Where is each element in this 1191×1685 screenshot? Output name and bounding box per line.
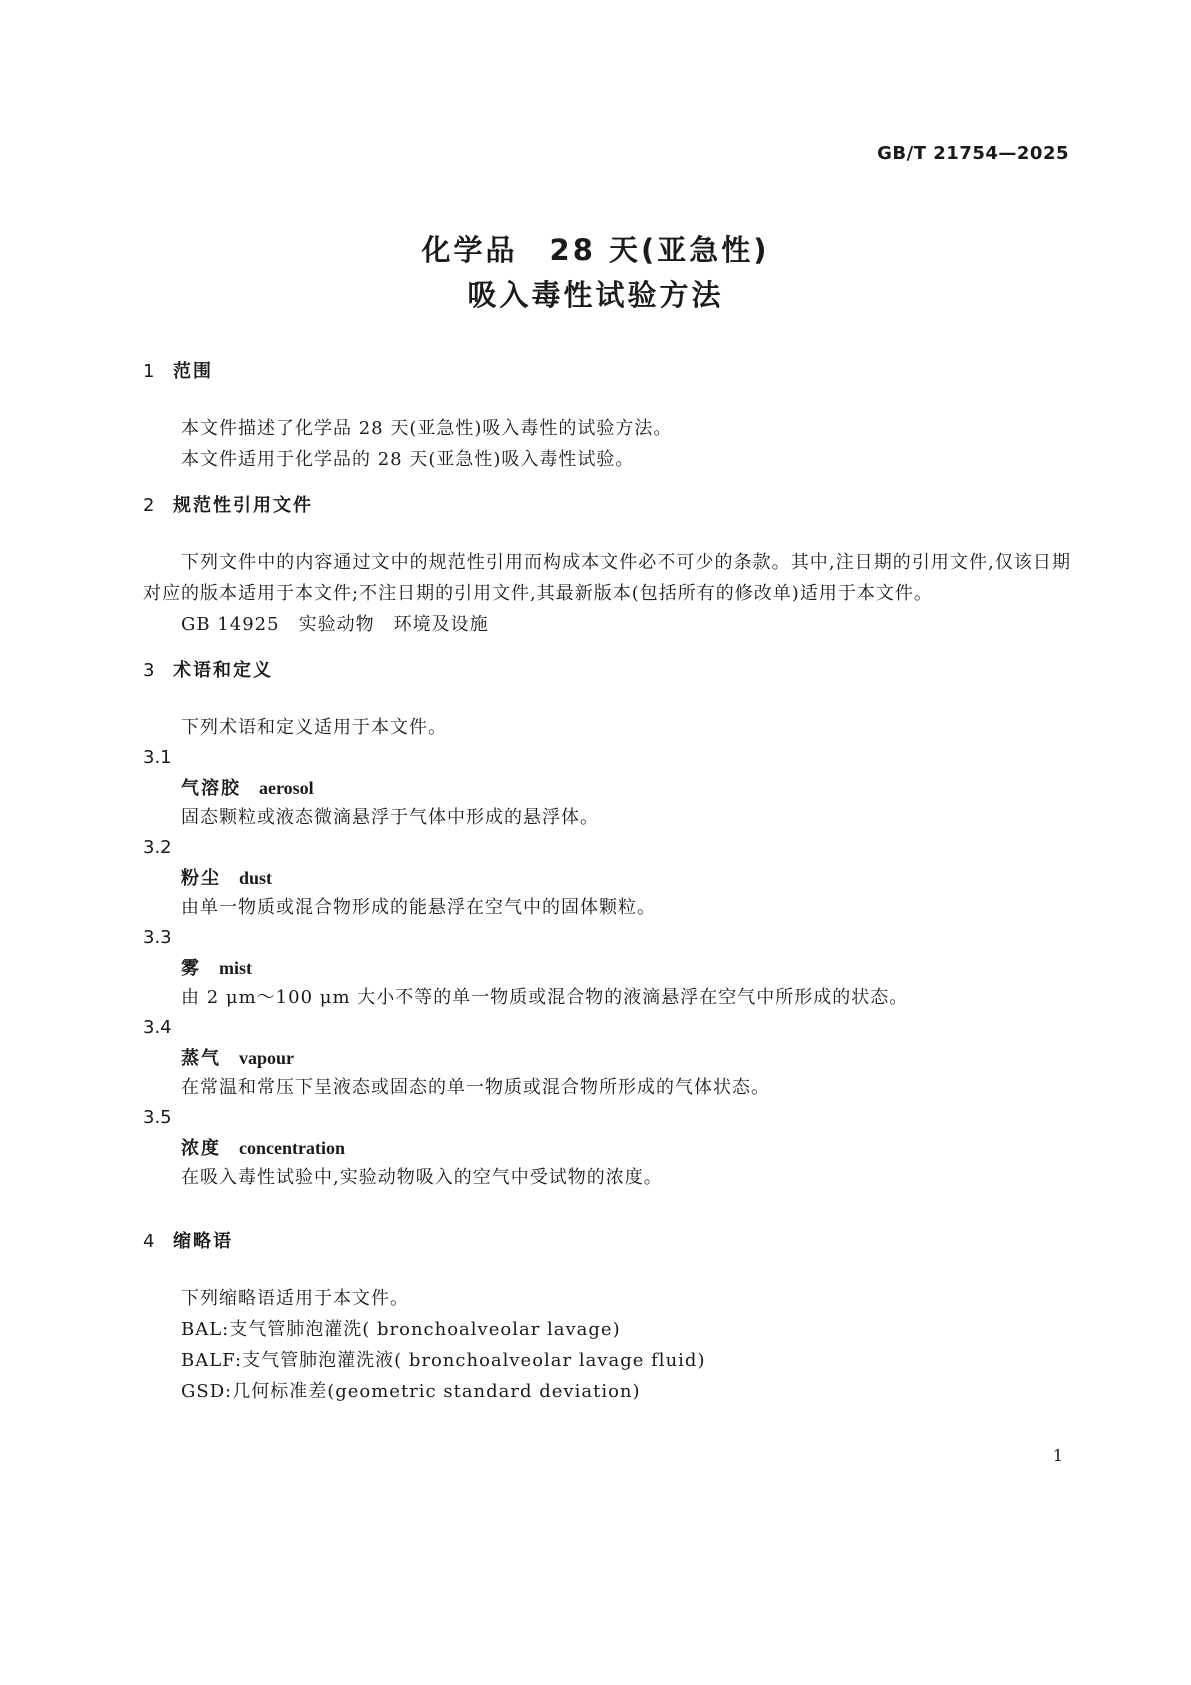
term-number: 3.1 bbox=[143, 747, 172, 768]
section-heading-scope bbox=[143, 357, 1071, 387]
term-definition: 固态颗粒或液态微滴悬浮于气体中形成的悬浮体。 bbox=[181, 807, 599, 828]
term-number: 3.5 bbox=[143, 1107, 172, 1128]
section-number: 2 bbox=[143, 495, 157, 516]
term-number: 3.3 bbox=[143, 927, 172, 948]
section-number: 1 bbox=[143, 361, 157, 382]
section-number: 3 bbox=[143, 660, 157, 681]
term-zh: 蒸气 bbox=[181, 1048, 221, 1069]
term-zh: 气溶胶 bbox=[181, 778, 241, 799]
term-number: 3.4 bbox=[143, 1017, 172, 1038]
term-entry bbox=[143, 923, 1071, 1013]
term-name bbox=[143, 1043, 1071, 1073]
title-line-2: 吸入毒性试验方法 bbox=[467, 278, 724, 312]
term-en: mist bbox=[219, 958, 252, 978]
term-en: dust bbox=[239, 868, 273, 888]
paragraph: 下列术语和定义适用于本文件。 bbox=[181, 717, 447, 738]
section-heading-terms bbox=[143, 656, 1071, 686]
section-heading-abbreviations bbox=[143, 1227, 1071, 1257]
paragraph: 本文件描述了化学品 28 天(亚急性)吸入毒性的试验方法。 bbox=[181, 418, 673, 439]
standard-code: GB/T 21754—2025 bbox=[877, 143, 1069, 164]
page-number: 1 bbox=[1052, 1446, 1063, 1465]
term-definition: 在吸入毒性试验中,实验动物吸入的空气中受试物的浓度。 bbox=[181, 1167, 663, 1188]
term-zh: 粉尘 bbox=[181, 868, 221, 889]
term-entry bbox=[143, 1103, 1071, 1193]
abbreviation-item: BALF:支气管肺泡灌洗液( bronchoalveolar lavage fluid) bbox=[181, 1350, 706, 1371]
term-zh: 雾 bbox=[181, 958, 201, 979]
term-name bbox=[143, 863, 1071, 893]
term-entry bbox=[143, 833, 1071, 923]
section-title: 范围 bbox=[173, 361, 213, 382]
term-zh: 浓度 bbox=[181, 1138, 221, 1159]
section-title: 缩略语 bbox=[173, 1231, 233, 1252]
section-number: 4 bbox=[143, 1231, 157, 1252]
section-heading-normative-references bbox=[143, 491, 1071, 521]
term-en: vapour bbox=[239, 1048, 295, 1068]
paragraph: 本文件适用于化学品的 28 天(亚急性)吸入毒性试验。 bbox=[181, 449, 635, 470]
document-body bbox=[143, 357, 1071, 1407]
term-en: concentration bbox=[239, 1138, 345, 1158]
term-name bbox=[143, 773, 1071, 803]
term-number: 3.2 bbox=[143, 837, 172, 858]
term-definition: 由 2 μm～100 μm 大小不等的单一物质或混合物的液滴悬浮在空气中所形成的状态。 bbox=[181, 987, 909, 1008]
section-title: 术语和定义 bbox=[173, 660, 273, 681]
document-title bbox=[0, 228, 1191, 318]
abbreviation-item: GSD:几何标准差(geometric standard deviation) bbox=[181, 1381, 641, 1402]
term-en: aerosol bbox=[259, 778, 314, 798]
term-entry bbox=[143, 743, 1071, 833]
paragraph: 下列文件中的内容通过文中的规范性引用而构成本文件必不可少的条款。其中,注日期的引用文件,仅该日期对应的版本适用于本文件;不注日期的引用文件,其最新版本(包括所有的修改单)适用于本文件。 bbox=[143, 552, 1071, 604]
reference-item: GB 14925 实验动物 环境及设施 bbox=[181, 614, 489, 635]
term-name bbox=[143, 1133, 1071, 1163]
term-definition: 由单一物质或混合物形成的能悬浮在空气中的固体颗粒。 bbox=[181, 897, 656, 918]
paragraph: 下列缩略语适用于本文件。 bbox=[181, 1288, 409, 1309]
term-entry bbox=[143, 1013, 1071, 1103]
abbreviation-item: BAL:支气管肺泡灌洗( bronchoalveolar lavage) bbox=[181, 1319, 621, 1340]
term-definition: 在常温和常压下呈液态或固态的单一物质或混合物所形成的气体状态。 bbox=[181, 1077, 770, 1098]
section-title: 规范性引用文件 bbox=[173, 495, 313, 516]
title-line-1: 化学品 28 天(亚急性) bbox=[421, 233, 770, 267]
term-name bbox=[143, 953, 1071, 983]
